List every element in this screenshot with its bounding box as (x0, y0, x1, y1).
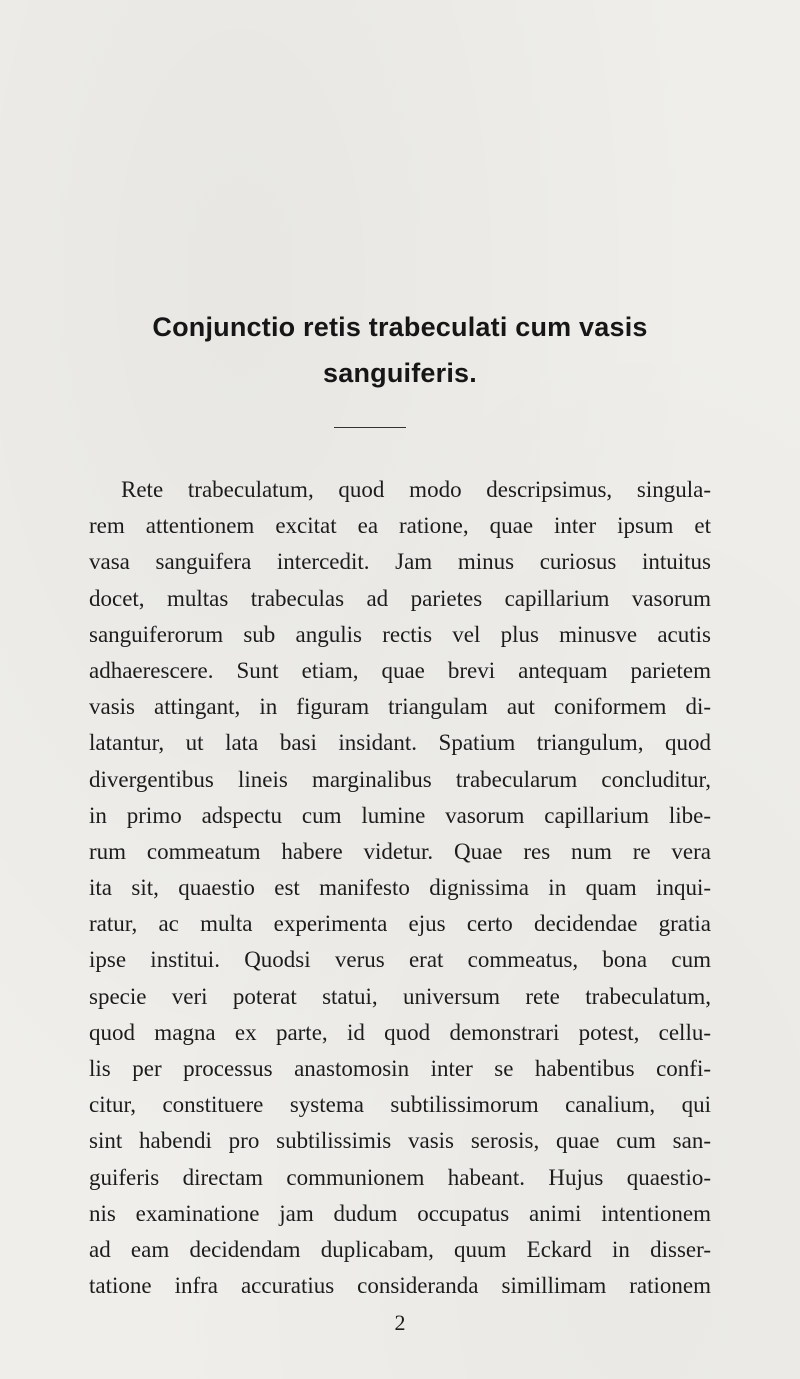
text-line: sanguiferorum sub angulis rectis vel plus minusve acutis (89, 621, 711, 647)
text-line: in primo adspectu cum lumine vasorum capillarium libe- (89, 802, 711, 828)
body-paragraph (89, 472, 711, 1304)
text-line: guiferis directam communionem habeant. Hujus quaestio- (89, 1164, 711, 1190)
text-line: latantur, ut lata basi insidant. Spatium triangulum, quod (89, 730, 711, 756)
text-line: quod magna ex parte, id quod demonstrari potest, cellu- (89, 1019, 711, 1045)
text-line: ad eam decidendam duplicabam, quum Eckard in disser- (89, 1236, 711, 1262)
text-line: tatione infra accuratius consideranda simillimam rationem (89, 1273, 711, 1299)
text-line: Rete trabeculatum, quod modo descripsimus, singula- (121, 477, 711, 502)
text-line: divergentibus lineis marginalibus trabecularum concluditur, (89, 766, 711, 792)
text-line: rem attentionem excitat ea ratione, quae inter ipsum et (89, 513, 711, 539)
text-line: nis examinatione jam dudum occupatus animi intentionem (89, 1200, 711, 1226)
text-line: docet, multas trabeculas ad parietes capillarium vasorum (89, 585, 711, 611)
text-line: vasa sanguifera intercedit. Jam minus curiosus intuitus (89, 549, 711, 575)
text-line: adhaerescere. Sunt etiam, quae brevi antequam parietem (89, 657, 711, 683)
text-line: lis per processus anastomosin inter se habentibus confi- (89, 1056, 711, 1081)
text-line: ipse institui. Quodsi verus erat commeatus, bona cum (89, 947, 711, 973)
text-line: sint habendi pro subtilissimis vasis serosis, quae cum san- (89, 1128, 711, 1154)
text-line: ratur, ac multa experimenta ejus certo decidendae gratia (89, 911, 711, 937)
text-line: ita sit, quaestio est manifesto dignissima in quam inqui- (89, 875, 711, 901)
text-line: rum commeatum habere videtur. Quae res num re vera (89, 838, 711, 864)
text-line: vasis attingant, in figuram triangulam aut coniformem di- (89, 694, 711, 720)
title-divider (334, 427, 406, 428)
text-line: specie veri poterat statui, universum rete trabeculatum, (89, 983, 711, 1009)
section-title-line-1: Conjunctio retis trabeculati cum vasis (152, 312, 648, 342)
text-line: citur, constituere systema subtilissimorum canalium, qui (89, 1092, 711, 1118)
page-number: 2 (394, 1310, 406, 1335)
section-title-line-2: sanguiferis. (323, 358, 477, 388)
